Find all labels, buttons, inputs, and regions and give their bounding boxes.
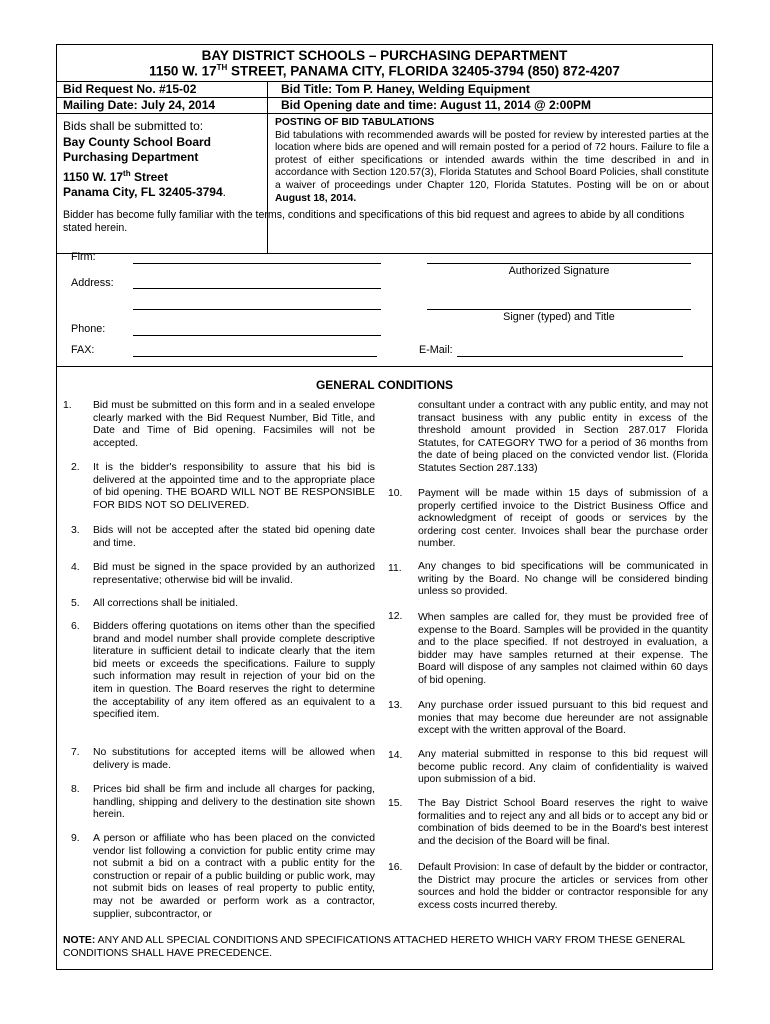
item-number: 3.: [71, 525, 80, 536]
condition-item: Any purchase order issued pursuant to this bid request and monies that may become due hereunder are not assignable except with the written approval of the Board.: [418, 700, 708, 737]
bid-row-2: [57, 97, 712, 114]
posting-date: August 18, 2014.: [275, 192, 357, 204]
item-number: 14.: [388, 750, 403, 761]
firm-line[interactable]: [133, 263, 381, 264]
header-address-rest: STREET, PANAMA CITY, FLORIDA 32405-3794 (850) 872-4207: [227, 63, 620, 79]
document-header: [57, 45, 712, 82]
authorized-signature-line[interactable]: [427, 263, 691, 264]
posting-body-text: Bid tabulations with recommended awards will be posted for review by interested parties at the location where bids are opened and will remain posted for a period of 72 hours. Failure to file a protest of either specifications or intended awards within the time described in and in accordance with Section 120.57(3), Florida Statutes and School Board Policies, shall constitute a waiver of proceedings under Chapter 120, Florida Statutes. Posting will be on or about: [275, 129, 709, 191]
phone-label: Phone:: [71, 323, 106, 335]
item-number: 7.: [71, 747, 80, 758]
posting-body: [275, 130, 709, 206]
submit-line-3-rest: Street: [130, 169, 168, 184]
item-number: 8.: [71, 784, 80, 795]
condition-item: No substitutions for accepted items will be allowed when delivery is made.: [93, 747, 375, 771]
condition-item: Bid must be signed in the space provided by an authorized representative; otherwise bid will be invalid.: [93, 562, 375, 586]
header-title: BAY DISTRICT SCHOOLS – PURCHASING DEPARTMENT: [201, 48, 568, 63]
posting-of-bid-tabulations: [275, 117, 709, 205]
condition-item: A person or affiliate who has been placed on the convicted vendor list following a conviction for public entity crime may not submit a bid on a contract with a public entity for the construction or repair of a public building or public work, may not submit bids on leases of real property to public entity, may not be awarded or perform work as a contractor, supplier, subcontractor, or: [93, 833, 375, 920]
bid-request-number: Bid Request No. #15-02: [63, 82, 197, 96]
mailing-date: Mailing Date: July 24, 2014: [63, 98, 216, 112]
item-number: 12.: [388, 611, 403, 622]
condition-item: When samples are called for, they must be provided free of expense to the Board. Samples will be provided in the quantity and to the place specified. If not destroyed in evaluation, a bidder may have samples returned at their expense. The Board will dispose of any samples not claimed within 60 days of bid opening.: [418, 612, 708, 686]
submit-line-3-part: 1150 W. 17: [63, 169, 124, 184]
fax-line[interactable]: [133, 356, 377, 357]
precedence-note: [63, 934, 703, 960]
item-number: 2.: [71, 462, 80, 473]
general-conditions-divider: [57, 366, 712, 367]
submit-line-3: [63, 166, 263, 186]
address-label: Address:: [71, 277, 114, 289]
header-address-part: 1150 W. 17: [149, 63, 217, 79]
address-line-1[interactable]: [133, 288, 381, 289]
item-number: 1.: [63, 400, 72, 411]
bid-row-1: [57, 81, 712, 98]
condition-item: The Bay District School Board reserves the right to waive formalities and to reject any and all bids or to accept any bid or combination of bids deemed to be in the Board's best interest and the decision of the Board will be final.: [418, 798, 708, 847]
fax-label: FAX:: [71, 344, 95, 356]
signer-label: Signer (typed) and Title: [503, 311, 615, 323]
item-number: 11.: [388, 563, 402, 574]
condition-item: Bidders offering quotations on items other than the specified brand and model number shall provide complete descriptive literature in sufficient detail to indicate clearly that the item bid meets or exceeds the specifications. Failure to supply such information may result in rejection of your bid on the item in question. The Board reserves the right to determine the acceptability of any item offered as an equivalent to a specified item.: [93, 621, 375, 721]
condition-item: Bids will not be accepted after the stated bid opening date and time.: [93, 525, 375, 549]
condition-item: Prices bid shall be firm and include all charges for packing, handling, shipping and delivery to the destination site shown herein.: [93, 784, 375, 821]
bid-form-frame: [56, 44, 713, 970]
general-conditions-title: GENERAL CONDITIONS: [315, 378, 454, 392]
posting-heading: POSTING OF BID TABULATIONS: [275, 117, 435, 128]
address-line-2[interactable]: [133, 309, 381, 310]
condition-item: It is the bidder's responsibility to assure that his bid is delivered at the appointed time and to the appropriate place of bid opening. THE BOARD WILL NOT BE RESPONSIBLE FOR BIDS NOT SO DELIVERED.: [93, 462, 375, 511]
submit-line-4-text: Panama City, FL 32405-3794: [63, 185, 223, 199]
submit-line-4: [63, 185, 263, 201]
submit-line-4-dot: .: [222, 185, 226, 199]
item-number: 9.: [71, 833, 80, 844]
item-number: 10.: [388, 488, 403, 499]
condition-item: Payment will be made within 15 days of submission of a properly certified invoice to the District Business Office and acknowledgment of receipt of goods or services by the ordering cost center. Invoices shall bear the purchase order number.: [418, 488, 708, 550]
phone-line[interactable]: [133, 335, 381, 336]
item-number: 6.: [71, 621, 80, 632]
item-number: 4.: [71, 562, 80, 573]
signer-line[interactable]: [427, 309, 691, 310]
condition-item: Default Provision: In case of default by the bidder or contractor, the District may procure the articles or services from other sources and hold the bidder or contractor responsible for any excess costs incurred thereby.: [418, 862, 708, 911]
submit-line-3-sup: th: [123, 168, 131, 178]
header-address-sup: TH: [216, 63, 228, 72]
condition-item-continued: consultant under a contract with any public entity, and may not transact business with any public entity in excess of the threshold amount provided in Section 287.017 Florida Statutes, for CATEGORY TWO for a period of 36 months from the date of being placed on the convicted vendor list. (Florida Statutes Section 287.133): [418, 400, 708, 474]
condition-item: Any material submitted in response to this bid request will become public record. Any claim of confidentiality is waived upon submission of a bid.: [418, 749, 708, 786]
item-number: 16.: [388, 862, 403, 873]
bid-opening: Bid Opening date and time: August 11, 2014 @ 2:00PM: [281, 98, 591, 112]
authorized-signature-label: Authorized Signature: [508, 265, 610, 277]
note-label: NOTE:: [63, 935, 96, 946]
item-number: 5.: [71, 598, 80, 609]
firm-label: Firm:: [71, 251, 96, 263]
note-text: ANY AND ALL SPECIAL CONDITIONS AND SPECIFICATIONS ATTACHED HERETO WHICH VARY FROM THESE GENERAL CONDITIONS SHALL HAVE PRECEDENCE.: [63, 935, 685, 959]
submission-address: [63, 119, 263, 201]
email-line[interactable]: [457, 356, 683, 357]
bid-title: Bid Title: Tom P. Haney, Welding Equipment: [281, 82, 530, 96]
email-label: E-Mail:: [419, 344, 453, 356]
submit-line-2: Purchasing Department: [63, 150, 199, 164]
header-address: [57, 63, 712, 79]
condition-item: All corrections shall be initialed.: [93, 598, 238, 609]
item-number: 15.: [388, 798, 403, 809]
item-number: 13.: [388, 700, 403, 711]
condition-item: Bid must be submitted on this form and in a sealed envelope clearly marked with the Bid Request Number, Bid Title, and Date and Time of Bid opening. Facsimiles will not be accepted.: [93, 400, 375, 449]
bidder-statement: Bidder has become fully familiar with the terms, conditions and specifications of this bid request and agrees to abide by all conditions stated herein.: [63, 209, 685, 234]
submit-intro: Bids shall be submitted to:: [63, 119, 204, 133]
condition-item: Any changes to bid specifications will be communicated in writing by the Board. No change will be considered binding unless so provided.: [418, 561, 708, 598]
submit-line-1: Bay County School Board: [63, 134, 212, 149]
